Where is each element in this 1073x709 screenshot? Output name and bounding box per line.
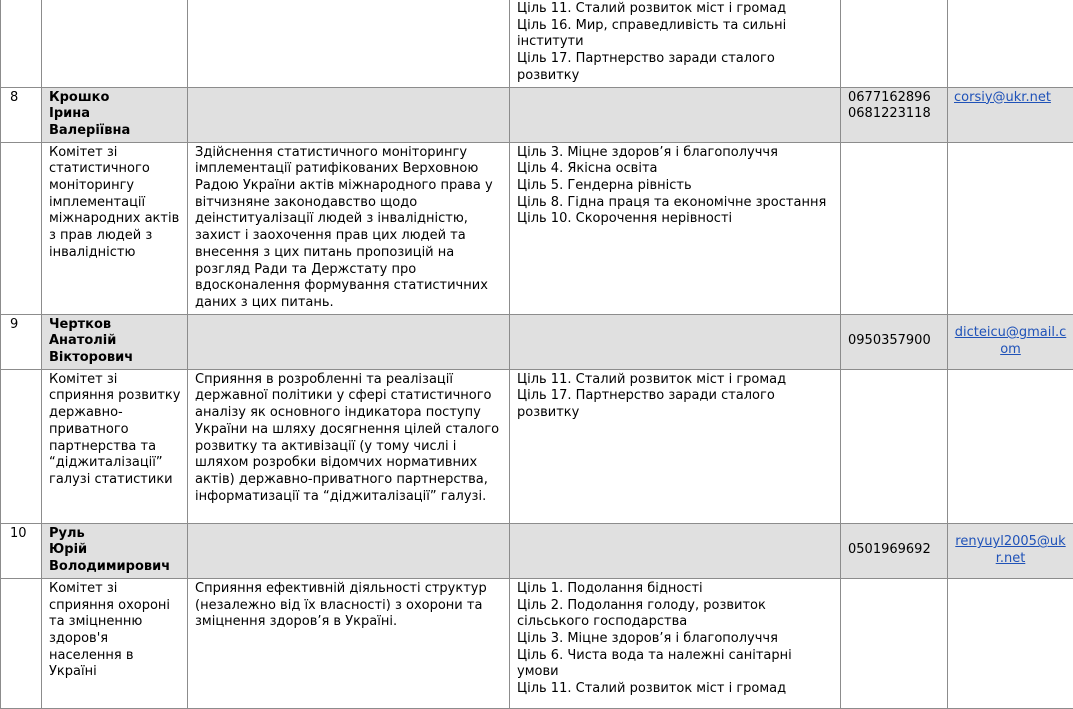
email-link[interactable]: dicteicu@gmail.com xyxy=(955,325,1067,357)
phone-cell xyxy=(841,142,948,314)
email-link[interactable]: corsiy@ukr.net xyxy=(954,90,1051,105)
member-row xyxy=(1,314,1073,369)
goal-item: Ціль 6. Чиста вода та належні санітарні умови xyxy=(517,648,834,681)
empty-cell xyxy=(510,87,841,142)
goal-item: Ціль 17. Партнерство заради сталого розвитку xyxy=(517,388,834,421)
committee-description: Здійснення статистичного моніторингу імплементації ратифікованих Верховною Радою України актів міжнародного права у вітчизняне законодавство щодо деінституалізації людей з інвалідністю, захист і заохочення прав цих людей та внесення з цих питань пропозицій на розгляд Ради та Держстату про вдосконалення формування статистичних даних з цих питань. xyxy=(188,142,510,314)
num-cell xyxy=(1,369,42,523)
empty-cell xyxy=(188,523,510,578)
goal-item: Ціль 11. Сталий розвиток міст і громад xyxy=(517,372,834,389)
committee-description: Сприяння ефективній діяльності структур (незалежно від їх власності) з охорони та зміцнення здоров’я в Україні. xyxy=(188,578,510,708)
phone-cell xyxy=(841,523,948,578)
row-number: 10 xyxy=(1,523,42,578)
member-name xyxy=(42,314,188,369)
empty-cell xyxy=(188,314,510,369)
goal-item: Ціль 5. Гендерна рівність xyxy=(517,178,834,195)
row-number: 9 xyxy=(1,314,42,369)
table-row xyxy=(1,0,1073,87)
email-cell xyxy=(948,87,1073,142)
empty-cell xyxy=(510,523,841,578)
goal-item: Ціль 3. Міцне здоров’я і благополуччя xyxy=(517,631,834,648)
surname: Крошко xyxy=(49,90,181,107)
goal-item: Ціль 4. Якісна освіта xyxy=(517,161,834,178)
goal-item: Ціль 11. Сталий розвиток міст і громад xyxy=(517,1,834,18)
committee-name: Комітет зі сприяння розвитку державно-приватного партнерства та “діджиталізації” галузі статистики xyxy=(42,369,188,523)
goal-item: Ціль 16. Мир, справедливість та сильні інститути xyxy=(517,18,834,51)
phone-cell xyxy=(841,314,948,369)
first-name: Юрій xyxy=(49,542,181,559)
patronymic: Вікторович xyxy=(49,350,181,367)
goals-cell xyxy=(510,142,841,314)
email-cell xyxy=(948,142,1073,314)
phone-cell xyxy=(841,369,948,523)
committee-name: Комітет зі статистичного моніторингу імплементації міжнародних актів з прав людей з інвалідністю xyxy=(42,142,188,314)
member-name xyxy=(42,523,188,578)
goal-item: Ціль 1. Подолання бідності xyxy=(517,581,834,598)
goals-cell xyxy=(510,369,841,523)
phone-number: 0501969692 xyxy=(848,542,941,559)
email-cell xyxy=(948,0,1073,87)
description-cell xyxy=(188,0,510,87)
phone-number: 0950357900 xyxy=(848,333,941,350)
empty-cell xyxy=(510,314,841,369)
empty-cell xyxy=(188,87,510,142)
goals-cell xyxy=(510,0,841,87)
goal-item: Ціль 11. Сталий розвиток міст і громад xyxy=(517,681,834,698)
email-cell xyxy=(948,523,1073,578)
goal-item: Ціль 10. Скорочення нерівності xyxy=(517,211,834,228)
committee-cell xyxy=(42,0,188,87)
first-name: Ірина xyxy=(49,106,181,123)
email-cell xyxy=(948,314,1073,369)
member-name xyxy=(42,87,188,142)
phone-cell xyxy=(841,0,948,87)
committee-row xyxy=(1,578,1073,708)
email-cell xyxy=(948,578,1073,708)
email-cell xyxy=(948,369,1073,523)
member-row xyxy=(1,87,1073,142)
num-cell xyxy=(1,142,42,314)
row-number: 8 xyxy=(1,87,42,142)
goal-item: Ціль 17. Партнерство заради сталого розвитку xyxy=(517,51,834,84)
surname: Руль xyxy=(49,526,181,543)
phone-cell xyxy=(841,87,948,142)
phone-number: 0681223118 xyxy=(848,106,941,123)
email-link[interactable]: renyuyl2005@ukr.net xyxy=(955,534,1065,566)
member-row xyxy=(1,523,1073,578)
committee-row xyxy=(1,142,1073,314)
goal-item: Ціль 2. Подолання голоду, розвиток сільського господарства xyxy=(517,598,834,631)
patronymic: Володимирович xyxy=(49,559,181,576)
goal-item: Ціль 8. Гідна праця та економічне зростання xyxy=(517,195,834,212)
phone-cell xyxy=(841,578,948,708)
committee-name: Комітет зі сприяння охороні та зміцненню здоров'я населення в Україні xyxy=(42,578,188,708)
num-cell xyxy=(1,578,42,708)
num-cell xyxy=(1,0,42,87)
committee-row xyxy=(1,369,1073,523)
phone-number: 0677162896 xyxy=(848,90,941,107)
goal-item: Ціль 3. Міцне здоров’я і благополуччя xyxy=(517,145,834,162)
first-name: Анатолій xyxy=(49,333,181,350)
committee-description: Сприяння в розробленні та реалізації державної політики у сфері статистичного аналізу як основного індикатора поступу України на шляху досягнення цілей сталого розвитку та активізації (у тому числі і шляхом розробки відомчих нормативних актів) державно-приватного партнерства, інформатизації та “діджиталізації” галузі. xyxy=(188,369,510,523)
goals-cell xyxy=(510,578,841,708)
patronymic: Валеріївна xyxy=(49,123,181,140)
surname: Чертков xyxy=(49,317,181,334)
